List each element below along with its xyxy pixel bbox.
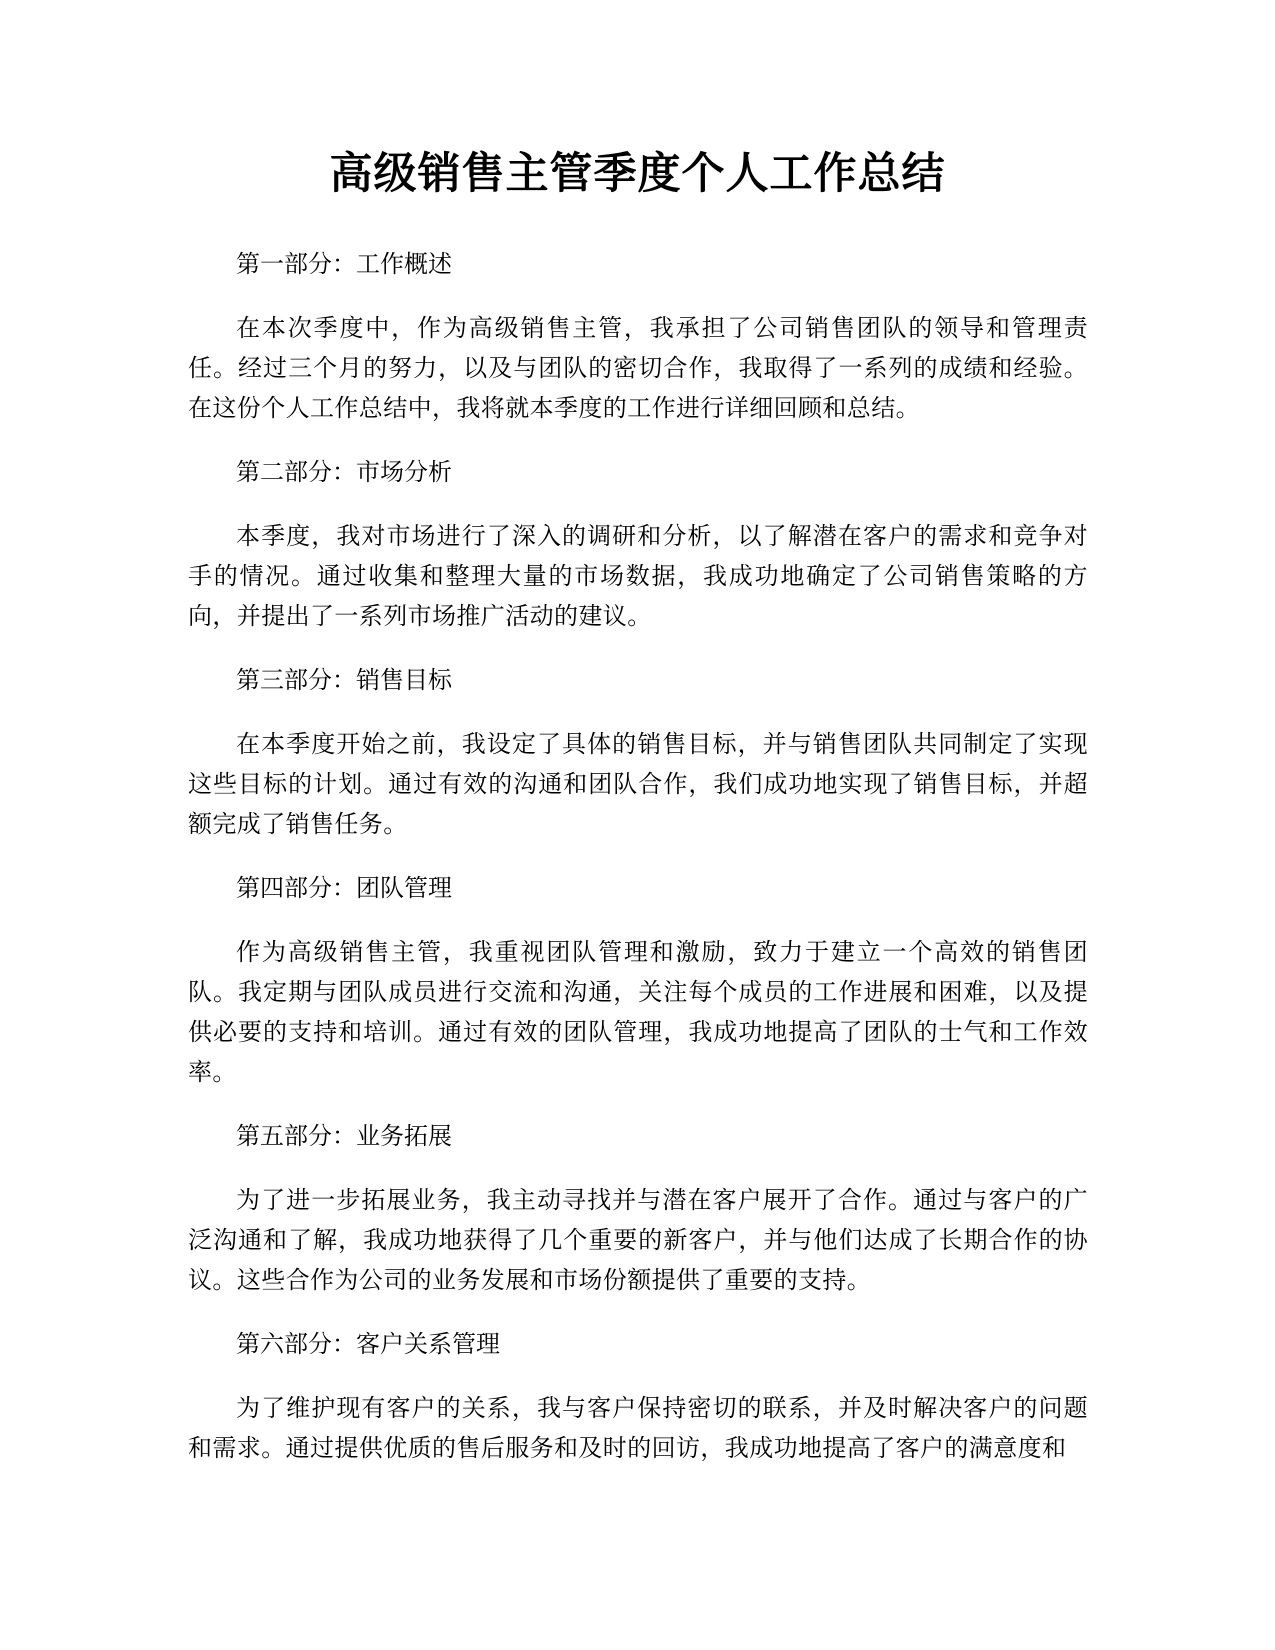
- section-heading-market-analysis: 第二部分：市场分析: [236, 458, 452, 486]
- section-paragraph-market-analysis: 本季度，我对市场进行了深入的调研和分析，以了解潜在客户的需求和竞争对手的情况。通过收集和整理大量的市场数据，我成功地确定了公司销售策略的方向，并提出了一系列市场推广活动的建议。: [188, 522, 1088, 630]
- document-body: [188, 244, 1088, 1492]
- section-paragraph-business-expansion: 为了进一步拓展业务，我主动寻找并与潜在客户展开了合作。通过与客户的广泛沟通和了解，我成功地获得了几个重要的新客户，并与他们达成了长期合作的协议。这些合作为公司的业务发展和市场份额提供了重要的支持。: [188, 1186, 1088, 1294]
- section-heading-business-expansion: 第五部分：业务拓展: [236, 1122, 452, 1150]
- section-paragraph-overview: 在本次季度中，作为高级销售主管，我承担了公司销售团队的领导和管理责任。经过三个月的努力，以及与团队的密切合作，我取得了一系列的成绩和经验。在这份个人工作总结中，我将就本季度的工作进行详细回顾和总结。: [188, 314, 1088, 422]
- section-paragraph-sales-targets: 在本季度开始之前，我设定了具体的销售目标，并与销售团队共同制定了实现这些目标的计划。通过有效的沟通和团队合作，我们成功地实现了销售目标，并超额完成了销售任务。: [188, 730, 1088, 838]
- section-heading-customer-relations: 第六部分：客户关系管理: [236, 1330, 500, 1358]
- section-heading-team-management: 第四部分：团队管理: [236, 874, 452, 902]
- section-heading-sales-targets: 第三部分：销售目标: [236, 666, 452, 694]
- section-heading-overview: 第一部分：工作概述: [236, 250, 452, 278]
- section-paragraph-customer-relations: 为了维护现有客户的关系，我与客户保持密切的联系，并及时解决客户的问题和需求。通过提供优质的售后服务和及时的回访，我成功地提高了客户的满意度和: [188, 1394, 1088, 1462]
- document-title: 高级销售主管季度个人工作总结: [329, 149, 946, 199]
- section-paragraph-team-management: 作为高级销售主管，我重视团队管理和激励，致力于建立一个高效的销售团队。我定期与团队成员进行交流和沟通，关注每个成员的工作进展和困难，以及提供必要的支持和培训。通过有效的团队管理，我成功地提高了团队的士气和工作效率。: [188, 938, 1088, 1086]
